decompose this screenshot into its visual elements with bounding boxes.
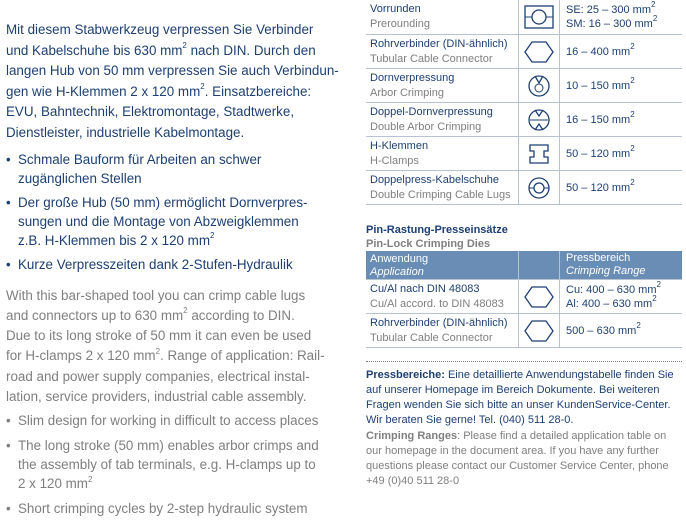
de-line: EVU, Bahntechnik, Elektromontage, Stadtwerke,: [6, 104, 295, 120]
german-description: [6, 20, 348, 144]
header-range: Pressbereich Crimping Range: [566, 252, 646, 277]
table-row: [366, 69, 682, 103]
list-item: • The long stroke (50 mm) enables arbor crimps and the assembly of tab terminals, e.g. H-clamps up to 2 x 120 $mm^2$: [6, 436, 348, 493]
superscript: 2: [182, 41, 187, 51]
application-cell: H-Klemmen H-Clamps: [366, 137, 519, 170]
german-feature-list: [6, 150, 348, 274]
specs-column: [366, 0, 682, 489]
prerounding-icon: [519, 0, 560, 34]
application-cell: Cu/Al nach DIN 48083 Cu/Al accord. to DIN 48083: [366, 280, 519, 313]
superscript: 2: [200, 82, 205, 92]
header-icon-cell: [519, 251, 560, 279]
description-column: [6, 20, 348, 524]
english-description: With this bar-shaped tool you can crimp cable lugs and connectors up to 630 $mm^2$ according to DIN. Due to its long stroke of 50 mm it can even be used for H-clamps 2 x 120 $mm^2$. Range of application: Rail- road and power supply companies, electrical instal- lation, service providers, industrial cable assembly.: [6, 287, 325, 405]
list-item: • Der große Hub (50 mm) ermöglicht Dornverpres- sungen und die Montage von Abzweigklemmen z.B. H-Klemmen bis 2 x 120 $mm^2$: [6, 193, 348, 250]
table-row: [366, 35, 682, 69]
table-row: [366, 314, 682, 348]
application-cell: Doppel-Dornverpressung Double Arbor Crimping: [366, 103, 519, 136]
range-cell: 50 – 120 $mm^2$: [566, 177, 635, 194]
arbor-icon: [519, 69, 560, 102]
pin-lock-subtitle: Pin-Lock Crimping Dies: [366, 238, 491, 250]
en-line: With this bar-shaped tool you can crimp cable lugs: [6, 287, 306, 303]
pin-lock-table: [366, 251, 682, 348]
de-line: . Einsatzbereiche:: [204, 83, 312, 99]
range-cell: 50 – 120 $mm^2$: [566, 143, 635, 160]
hexagon-icon: [519, 280, 560, 313]
h-clamp-icon: [519, 137, 560, 170]
en-line: and connectors up to 630 mm: [6, 307, 184, 323]
double-arbor-icon: [519, 103, 560, 136]
application-cell: Dornverpressung Arbor Crimping: [366, 69, 519, 102]
application-cell: Doppelpress-Kabelschuhe Double Crimping Cable Lugs: [366, 171, 519, 204]
application-cell: Rohrverbinder (DIN-ähnlich) Tubular Cable Connector: [366, 314, 519, 347]
de-line: Mit diesem Stabwerkzeug verpressen Sie Verbinder: [6, 22, 314, 37]
en-line: road and power supply companies, electrical instal-: [6, 368, 310, 384]
range-cell: 500 – 630 $mm^2$: [566, 320, 641, 337]
table-header: [366, 251, 682, 280]
note-german: Pressbereiche: Eine detaillierte Anwendungstabelle finden Sie auf unserer Homepage im Bereich Dokumente. Bei weiteren Fragen wenden Sie sich bitte an unser KundenService-Center. Wir beraten Sie gerne! Tel. (040) 511 28-0.: [366, 369, 674, 426]
de-line: langen Hub von 50 mm verpressen Sie auch Verbindun-: [6, 63, 339, 79]
de-line: nach DIN. Durch den: [186, 42, 316, 58]
list-item: • Short crimping cycles by 2-step hydraulic system: [6, 499, 348, 518]
en-line: lation, service providers, industrial cable assembly.: [6, 389, 307, 405]
note-english: Crimping Ranges: Please find a detailed application table on our homepage in the document area. If you have any further questions please contact our Customer Service Center, phone +49 (0)40 511 28-0: [366, 430, 669, 487]
en-line: . Range of application: Rail-: [160, 348, 325, 364]
table-row: [366, 280, 682, 314]
list-item: • Slim design for working in difficult to access places: [6, 411, 348, 430]
table-row: [366, 103, 682, 137]
en-line: for H-clamps 2 x 120 mm: [6, 348, 156, 364]
table-row: [366, 0, 682, 35]
range-cell: 16 – 400 $mm^2$: [566, 41, 635, 58]
de-line: Dienstleister, industrielle Kabelmontage.: [6, 124, 245, 140]
table-row: [366, 137, 682, 171]
header-application: Anwendung Application: [366, 251, 519, 279]
application-cell: Rohrverbinder (DIN-ähnlich) Tubular Cable Connector: [366, 35, 519, 68]
english-feature-list: [6, 411, 348, 518]
range-cell: 16 – 150 $mm^2$: [566, 109, 635, 126]
list-item: • Schmale Bauform für Arbeiten an schwer zugänglichen Stellen: [6, 150, 348, 188]
crimping-table: [366, 0, 682, 205]
en-line: according to DIN.: [187, 307, 295, 323]
table-row: [366, 171, 682, 205]
list-item: • Kurze Verpresszeiten dank 2-Stufen-Hydraulik: [6, 255, 348, 274]
hexagon-icon: [519, 314, 560, 347]
application-cell: Vorrunden Prerounding: [366, 0, 519, 34]
de-line: gen wie H-Klemmen 2 x 120 mm: [6, 83, 201, 99]
pin-lock-title: Pin-Rastung-Presseinsätze: [366, 224, 508, 236]
de-line: und Kabelschuhe bis 630 mm: [6, 42, 183, 58]
range-cell: 10 – 150 $mm^2$: [566, 75, 635, 92]
double-crimp-icon: [519, 171, 560, 204]
crimping-range-note: [366, 361, 682, 489]
en-line: Due to its long stroke of 50 mm it can even be used: [6, 328, 312, 344]
hexagon-icon: [519, 35, 560, 68]
range-cell: Cu: 400 – 630 $mm^2$ Al: 400 – 630 $mm^2$: [566, 279, 661, 310]
range-cell: SE: 25 – 300 $mm^2$ SM: 16 – 300 $mm^2$: [566, 0, 658, 30]
